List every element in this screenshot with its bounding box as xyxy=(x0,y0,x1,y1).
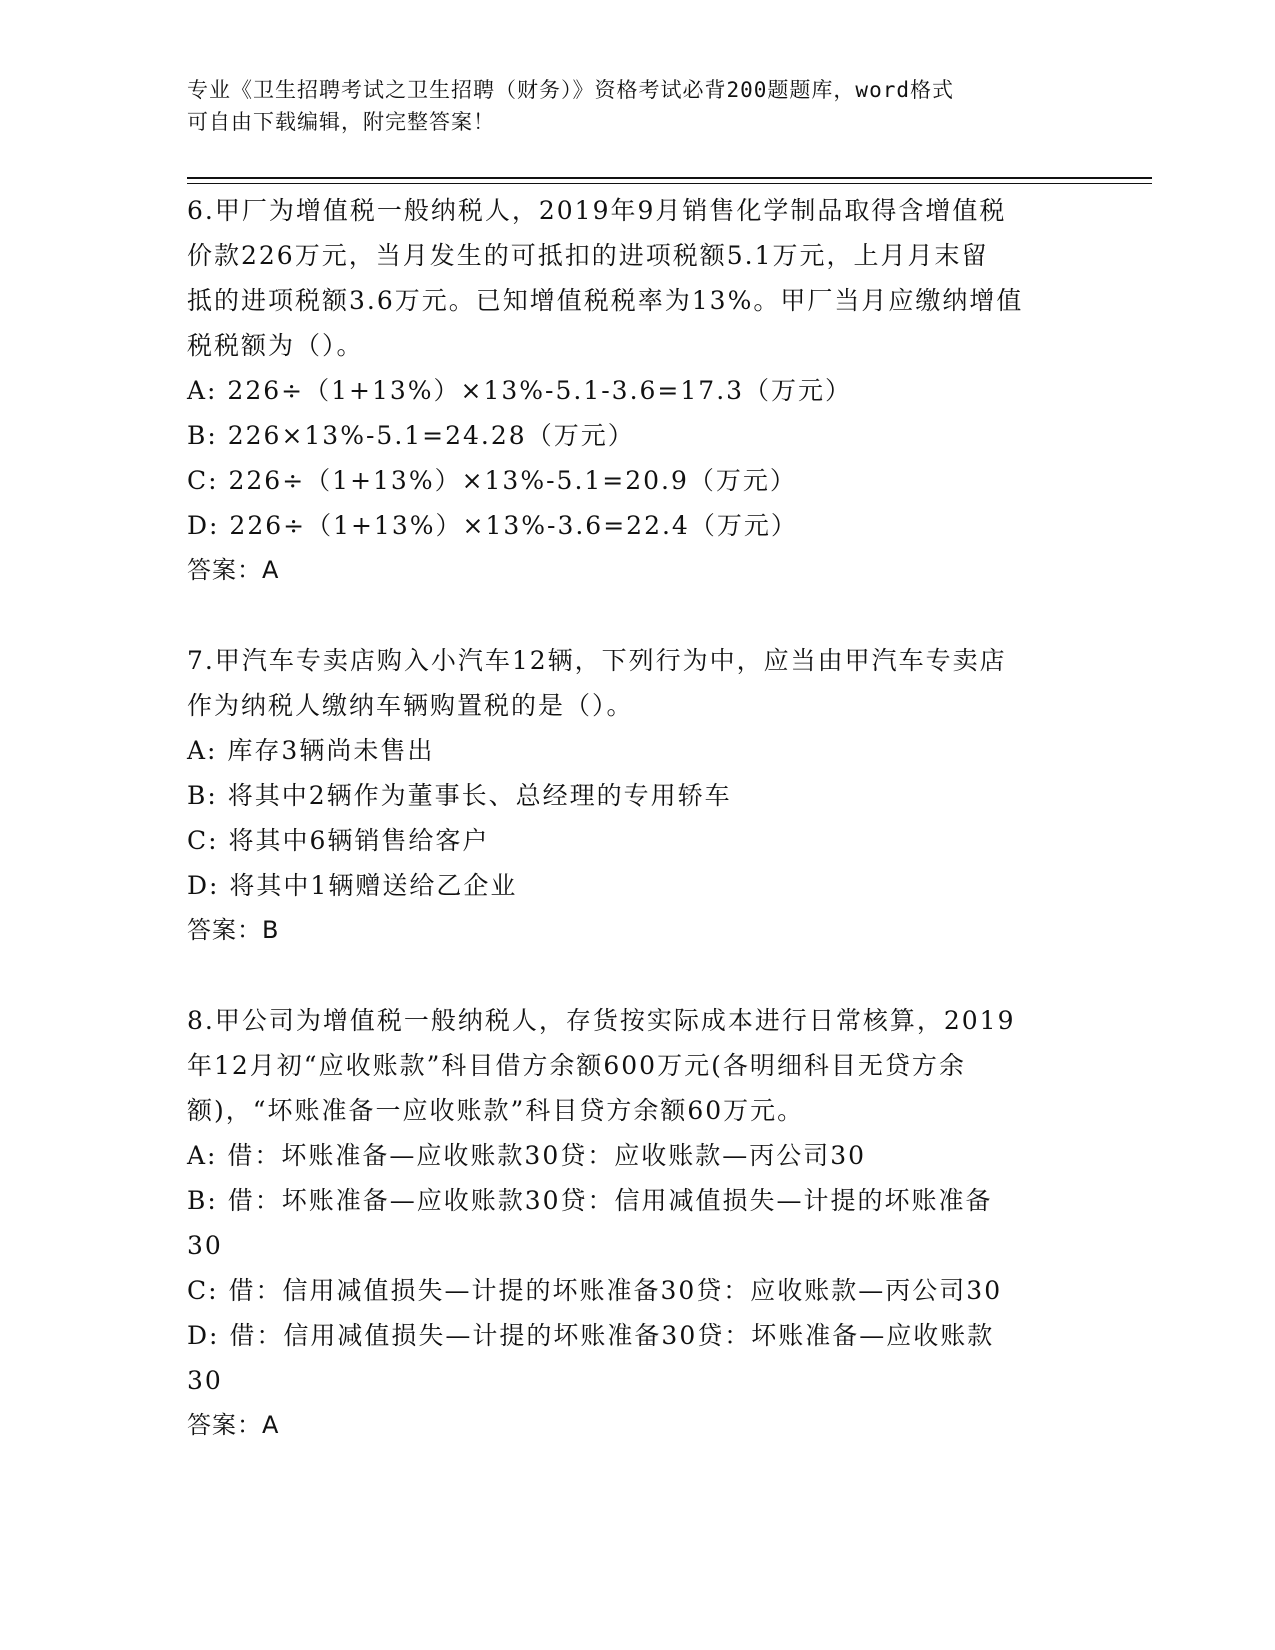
stem-line: 税税额为（）。 xyxy=(187,331,364,360)
header-rule-thin xyxy=(187,183,1152,184)
answer-label: 答案：A xyxy=(187,1411,280,1439)
header-line-2: 可自由下载编辑，附完整答案！ xyxy=(187,110,495,134)
question-stem xyxy=(187,188,1087,368)
stem-line: 6.甲厂为增值税一般纳税人，2019年9月销售化学制品取得含增值税 xyxy=(187,196,1007,225)
option-a: A: 借：坏账准备—应收账款30贷：应收账款—丙公司30 xyxy=(187,1141,867,1170)
option-c: C: 将其中6辆销售给客户 xyxy=(187,826,490,855)
option-c: C: 226÷（1+13%）×13%-5.1=20.9（万元） xyxy=(187,466,797,495)
option-b: B: 借：坏账准备—应收账款30贷：信用减值损失—计提的坏账准备 xyxy=(187,1186,993,1215)
option-b: B: 226×13%-5.1=24.28（万元） xyxy=(187,421,635,450)
header-line-1: 专业《卫生招聘考试之卫生招聘（财务）》资格考试必背200题题库，word格式 xyxy=(187,78,954,102)
question-8 xyxy=(187,998,1087,1448)
option-c: C: 借：信用减值损失—计提的坏账准备30贷：应收账款—丙公司30 xyxy=(187,1276,1003,1305)
question-7 xyxy=(187,638,1087,953)
stem-line: 额)，“坏账准备一应收账款”科目贷方余额60万元。 xyxy=(187,1096,805,1125)
answer-label: 答案：B xyxy=(187,916,280,944)
option-d: D: 借：信用减值损失—计提的坏账准备30贷：坏账准备—应收账款 xyxy=(187,1321,995,1350)
option-d-continued: 30 xyxy=(187,1366,223,1395)
answer-label: 答案：A xyxy=(187,556,280,584)
option-d: D: 226÷（1+13%）×13%-3.6=22.4（万元） xyxy=(187,511,798,540)
stem-line: 7.甲汽车专卖店购入小汽车12辆，下列行为中，应当由甲汽车专卖店 xyxy=(187,646,1007,675)
stem-line: 抵的进项税额3.6万元。已知增值税税率为13%。甲厂当月应缴纳增值 xyxy=(187,286,1024,315)
document-header xyxy=(187,74,1087,138)
option-d: D: 将其中1辆赠送给乙企业 xyxy=(187,871,518,900)
option-b-continued: 30 xyxy=(187,1231,223,1260)
option-b: B: 将其中2辆作为董事长、总经理的专用轿车 xyxy=(187,781,732,810)
stem-line: 价款226万元，当月发生的可抵扣的进项税额5.1万元，上月月末留 xyxy=(187,241,989,270)
header-rule-thick xyxy=(187,177,1152,179)
option-a: A: 226÷（1+13%）×13%-5.1-3.6=17.3（万元） xyxy=(187,376,853,405)
question-6 xyxy=(187,188,1087,593)
stem-line: 作为纳税人缴纳车辆购置税的是（）。 xyxy=(187,691,634,720)
option-a: A: 库存3辆尚未售出 xyxy=(187,736,435,765)
question-stem xyxy=(187,638,1087,728)
stem-line: 年12月初“应收账款”科目借方余额600万元(各明细科目无贷方余 xyxy=(187,1051,966,1080)
question-stem xyxy=(187,998,1087,1133)
stem-line: 8.甲公司为增值税一般纳税人，存货按实际成本进行日常核算，2019 xyxy=(187,1006,1016,1035)
question-list xyxy=(187,188,1087,1448)
